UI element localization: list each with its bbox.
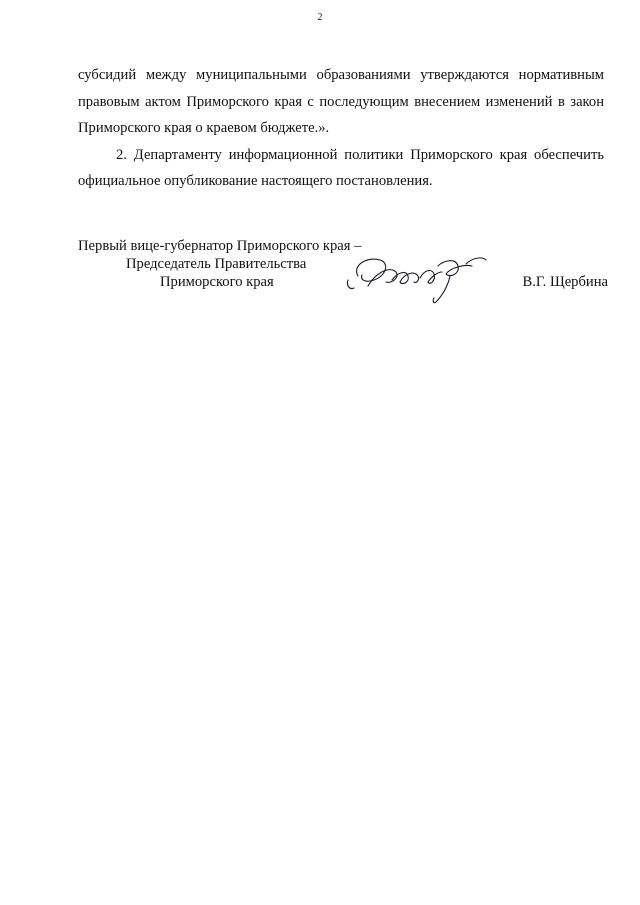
signer-position-line-2: Председатель Правительства xyxy=(126,256,307,272)
signer-position-line-1: Первый вице-губернатор Приморского края – xyxy=(78,238,362,254)
paragraph-continuation: субсидий между муниципальными образованиями утверждаются нормативным правовым актом Приморского края с последующим внесением изменений в закон Приморского края о краевом бюджете.». xyxy=(78,67,604,136)
signature-block xyxy=(78,238,608,308)
page-number: 2 xyxy=(317,12,323,23)
handwritten-signature-icon xyxy=(346,242,496,308)
signer-position-line-3: Приморского края xyxy=(160,274,274,290)
signer-name: В.Г. Щербина xyxy=(522,274,608,290)
body-text xyxy=(78,62,604,195)
paragraph-item-2: 2. Департаменту информационной политики Приморского края обеспечить официальное опубликование настоящего постановления. xyxy=(78,146,604,189)
